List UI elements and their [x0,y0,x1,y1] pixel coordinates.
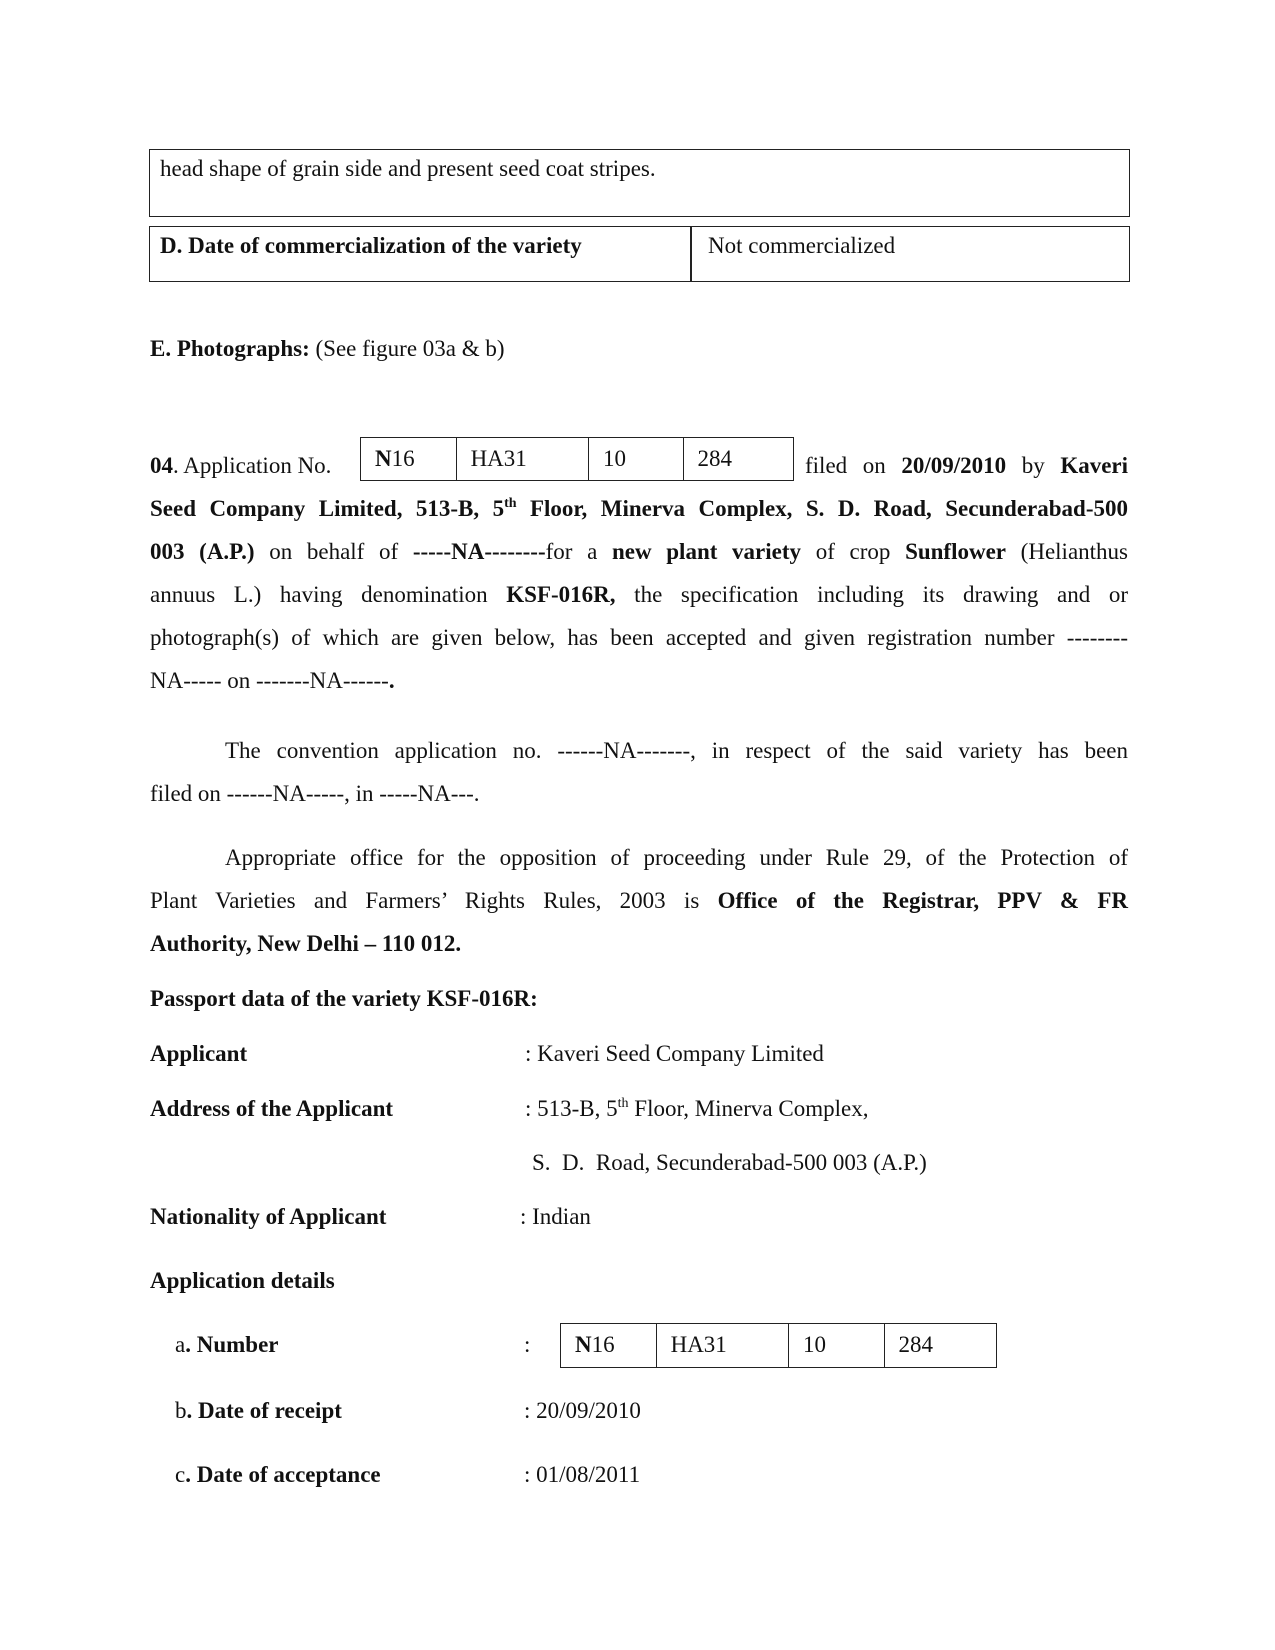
applicant-value: : Kaveri Seed Company Limited [525,1041,824,1066]
filed-on-line [805,453,1128,479]
application-line-4: annuus L.) having denomination KSF-016R, the specification including its drawing and or [150,582,1128,607]
table-continuation-cell [149,149,1130,217]
application-line-6: NA----- on -------NA------. [150,668,395,693]
photographs-line [150,336,505,362]
application-number-box [360,437,794,481]
address-value-line-2: S. D. Road, Secunderabad-500 003 (A.P.) [532,1150,927,1175]
app-no-part-3: 10 [589,438,684,480]
by-text: by [1021,453,1045,478]
filed-date: 20/09/2010 [901,453,1007,478]
address-value-line-1: : 513-B, 5th Floor, Minerva Complex, [525,1096,869,1121]
date-of-receipt-label: b. Date of receipt [175,1398,342,1423]
date-of-receipt-value: : 20/09/2010 [524,1398,641,1423]
application-no-label [150,453,331,479]
date-of-acceptance-label: c. Date of acceptance [175,1462,381,1487]
application-item-number: 04 [150,453,173,478]
passport-application-number-box [560,1323,997,1368]
application-line-3: 003 (A.P.) on behalf of -----NA--------for a new plant variety of crop Sunflower (Helianthus [150,539,1128,564]
applicant-name-start: Kaveri [1060,453,1129,478]
app-no-part-2: HA31 [457,438,589,480]
passport-app-no-part-3: 10 [789,1324,885,1367]
nationality-label: Nationality of Applicant [150,1204,387,1229]
row-d-value: Not commercialized [708,233,896,258]
row-d-label: D. Date of commercialization of the variety [160,233,582,258]
application-no-text: . Application No. [173,453,332,478]
photographs-label: E. Photographs: [150,336,310,361]
date-of-acceptance-value: : 01/08/2011 [524,1462,641,1487]
table-row-d-label-cell [149,226,692,282]
app-no-part-4: 284 [697,446,733,471]
address-label: Address of the Applicant [150,1096,394,1121]
number-colon: : [524,1332,531,1357]
opposition-line-3: Authority, New Delhi – 110 012. [150,931,462,956]
application-details-heading: Application details [150,1268,335,1293]
table-row-d-value-cell [690,226,1130,282]
convention-line-1: The convention application no. ------NA-------, in respect of the said variety has been [225,738,1128,763]
application-line-5: photograph(s) of which are given below, has been accepted and given registration number -------- [150,625,1128,650]
opposition-line-2: Plant Varieties and Farmers’ Rights Rules, 2003 is Office of the Registrar, PPV & FR [150,888,1128,913]
filed-on-text: filed on [805,453,886,478]
continuation-text: head shape of grain side and present seed coat stripes. [160,156,656,181]
convention-line-2: filed on ------NA-----, in -----NA---. [150,781,480,806]
opposition-line-1: Appropriate office for the opposition of proceeding under Rule 29, of the Protection of [225,845,1128,870]
passport-app-no-part-2: HA31 [657,1324,789,1367]
passport-heading: Passport data of the variety KSF-016R: [150,986,538,1011]
passport-app-no-part-4: 284 [898,1332,934,1357]
number-label: a. Number [175,1332,279,1357]
passport-app-no-part-1: N16 [561,1324,657,1367]
photographs-text: (See figure 03a & b) [309,336,505,361]
nationality-value: : Indian [520,1204,591,1229]
applicant-label: Applicant [150,1041,248,1066]
app-no-part-1: N16 [361,438,457,480]
application-line-2: Seed Company Limited, 513-B, 5th Floor, Minerva Complex, S. D. Road, Secunderabad-500 [150,496,1128,521]
